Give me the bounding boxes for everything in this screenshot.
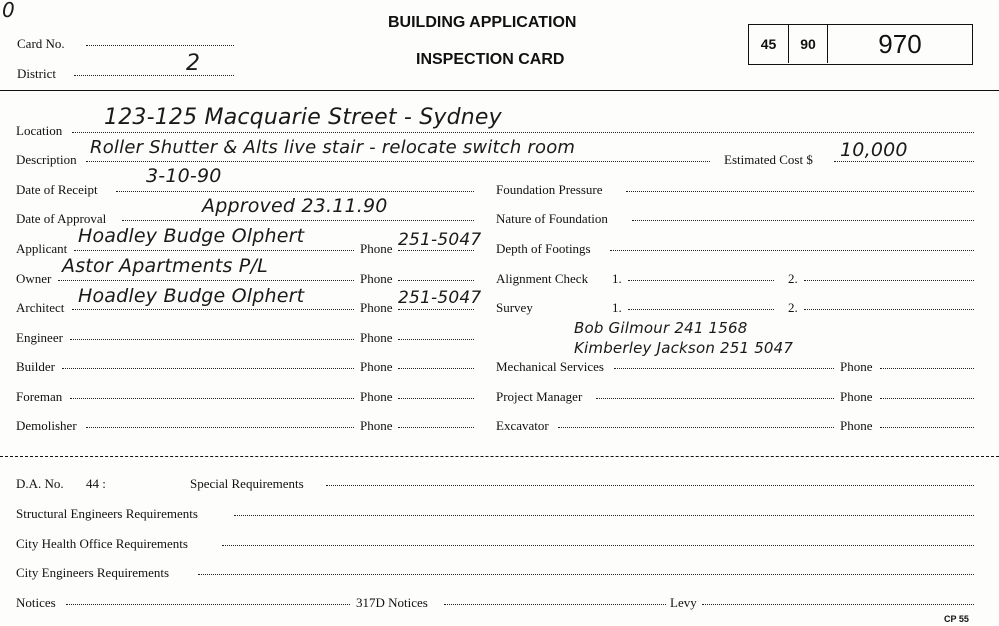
special-requirements-field[interactable] xyxy=(326,485,974,486)
district-value: 2 xyxy=(186,51,201,76)
date-approval-label: Date of Approval xyxy=(16,211,107,226)
demolisher-phone-label: Phone xyxy=(360,418,393,433)
builder-label: Builder xyxy=(16,359,55,374)
survey-num2: 2. xyxy=(788,300,798,315)
file-number-box xyxy=(748,24,973,65)
builder-field[interactable] xyxy=(62,368,354,369)
engineer-label: Engineer xyxy=(16,330,63,345)
notices-317d-label: 317D Notices xyxy=(356,595,428,610)
survey-num1: 1. xyxy=(612,300,622,315)
da-number-value: 44 : xyxy=(86,476,106,491)
alignment-num1: 1. xyxy=(612,271,622,286)
description-value: Roller Shutter & Alts live stair - relocate switch room xyxy=(90,137,576,158)
estimated-cost-label: Estimated Cost $ xyxy=(724,152,813,167)
demolisher-field[interactable] xyxy=(86,427,354,428)
applicant-phone-label: Phone xyxy=(360,241,393,256)
date-receipt-field[interactable] xyxy=(116,191,474,192)
architect-phone-value: 251-5047 xyxy=(398,288,482,308)
estimated-cost-field[interactable] xyxy=(834,161,974,162)
project-manager-field[interactable] xyxy=(596,398,834,399)
file-number-part2: 90 xyxy=(789,25,828,63)
health-requirements-field[interactable] xyxy=(222,545,974,546)
date-approval-value: Approved 23.11.90 xyxy=(202,195,388,217)
alignment-field-1[interactable] xyxy=(628,280,774,281)
contact-note-1: Bob Gilmour 241 1568 xyxy=(574,319,748,337)
excavator-phone-label: Phone xyxy=(840,418,873,433)
notices-317d-field[interactable] xyxy=(444,604,666,605)
location-label: Location xyxy=(16,123,63,138)
foundation-pressure-field[interactable] xyxy=(626,191,974,192)
project-manager-label: Project Manager xyxy=(496,389,583,404)
architect-label: Architect xyxy=(16,300,65,315)
alignment-check-label: Alignment Check xyxy=(496,271,589,286)
levy-field[interactable] xyxy=(702,604,974,605)
mechanical-services-field[interactable] xyxy=(614,368,834,369)
builder-phone-field[interactable] xyxy=(398,368,474,369)
owner-phone-label: Phone xyxy=(360,271,393,286)
health-requirements-label: City Health Office Requirements xyxy=(16,536,188,551)
city-engineers-requirements-label: City Engineers Requirements xyxy=(16,565,170,580)
special-requirements-label: Special Requirements xyxy=(190,476,304,491)
survey-field-2[interactable] xyxy=(804,309,974,310)
engineer-field[interactable] xyxy=(70,339,354,340)
applicant-phone-field[interactable] xyxy=(398,250,474,251)
mechanical-phone-label: Phone xyxy=(840,359,873,374)
file-number-part1: 45 xyxy=(749,25,789,63)
nature-foundation-label: Nature of Foundation xyxy=(496,211,608,226)
notices-label: Notices xyxy=(16,595,56,610)
date-receipt-value: 3-10-90 xyxy=(146,165,222,187)
district-label: District xyxy=(17,66,56,81)
applicant-value: Hoadley Budge Olphert xyxy=(78,225,305,247)
foreman-field[interactable] xyxy=(70,398,354,399)
nature-foundation-field[interactable] xyxy=(632,220,974,221)
mechanical-services-label: Mechanical Services xyxy=(496,359,604,374)
applicant-phone-value: 251-5047 xyxy=(398,230,482,250)
survey-label: Survey xyxy=(496,300,533,315)
excavator-label: Excavator xyxy=(496,418,549,433)
card-no-label: Card No. xyxy=(17,36,65,51)
applicant-field[interactable] xyxy=(74,250,354,251)
district-field[interactable] xyxy=(74,75,234,76)
survey-field-1[interactable] xyxy=(628,309,774,310)
foundation-pressure-label: Foundation Pressure xyxy=(496,182,603,197)
alignment-field-2[interactable] xyxy=(804,280,974,281)
depth-footings-label: Depth of Footings xyxy=(496,241,591,256)
section-divider xyxy=(0,456,999,457)
form-subtitle: INSPECTION CARD xyxy=(416,51,565,68)
mechanical-phone-field[interactable] xyxy=(880,368,974,369)
city-engineers-requirements-field[interactable] xyxy=(198,574,974,575)
alignment-num2: 2. xyxy=(788,271,798,286)
demolisher-label: Demolisher xyxy=(16,418,77,433)
estimated-cost-value: 10,000 xyxy=(840,139,908,161)
structural-requirements-label: Structural Engineers Requirements xyxy=(16,506,198,521)
description-field[interactable] xyxy=(86,161,710,162)
description-label: Description xyxy=(16,152,77,167)
demolisher-phone-field[interactable] xyxy=(398,427,474,428)
da-number-label: D.A. No. xyxy=(16,476,64,491)
excavator-field[interactable] xyxy=(558,427,834,428)
owner-phone-field[interactable] xyxy=(398,280,474,281)
architect-phone-field[interactable] xyxy=(398,309,474,310)
location-field[interactable] xyxy=(72,132,974,133)
file-number-part3: 970 xyxy=(878,28,922,59)
architect-phone-label: Phone xyxy=(360,300,393,315)
project-manager-phone-label: Phone xyxy=(840,389,873,404)
owner-value: Astor Apartments P/L xyxy=(62,255,268,277)
form-code: CP 55 xyxy=(944,614,969,624)
architect-value: Hoadley Budge Olphert xyxy=(78,285,305,307)
location-value: 123-125 Macquarie Street - Sydney xyxy=(104,105,502,130)
date-approval-field[interactable] xyxy=(122,220,474,221)
project-manager-phone-field[interactable] xyxy=(880,398,974,399)
engineer-phone-field[interactable] xyxy=(398,339,474,340)
excavator-phone-field[interactable] xyxy=(880,427,974,428)
architect-field[interactable] xyxy=(72,309,354,310)
card-no-field[interactable] xyxy=(86,45,234,46)
depth-footings-field[interactable] xyxy=(610,250,974,251)
levy-label: Levy xyxy=(670,595,697,610)
builder-phone-label: Phone xyxy=(360,359,393,374)
applicant-label: Applicant xyxy=(16,241,68,256)
foreman-phone-label: Phone xyxy=(360,389,393,404)
form-title: BUILDING APPLICATION xyxy=(388,14,577,31)
header-divider xyxy=(0,90,999,91)
owner-field[interactable] xyxy=(58,280,354,281)
contact-note-2: Kimberley Jackson 251 5047 xyxy=(574,339,794,357)
foreman-phone-field[interactable] xyxy=(398,398,474,399)
corner-mark: 0 xyxy=(2,0,15,22)
notices-field[interactable] xyxy=(66,604,350,605)
engineer-phone-label: Phone xyxy=(360,330,393,345)
foreman-label: Foreman xyxy=(16,389,63,404)
date-receipt-label: Date of Receipt xyxy=(16,182,98,197)
structural-requirements-field[interactable] xyxy=(234,515,974,516)
owner-label: Owner xyxy=(16,271,52,286)
